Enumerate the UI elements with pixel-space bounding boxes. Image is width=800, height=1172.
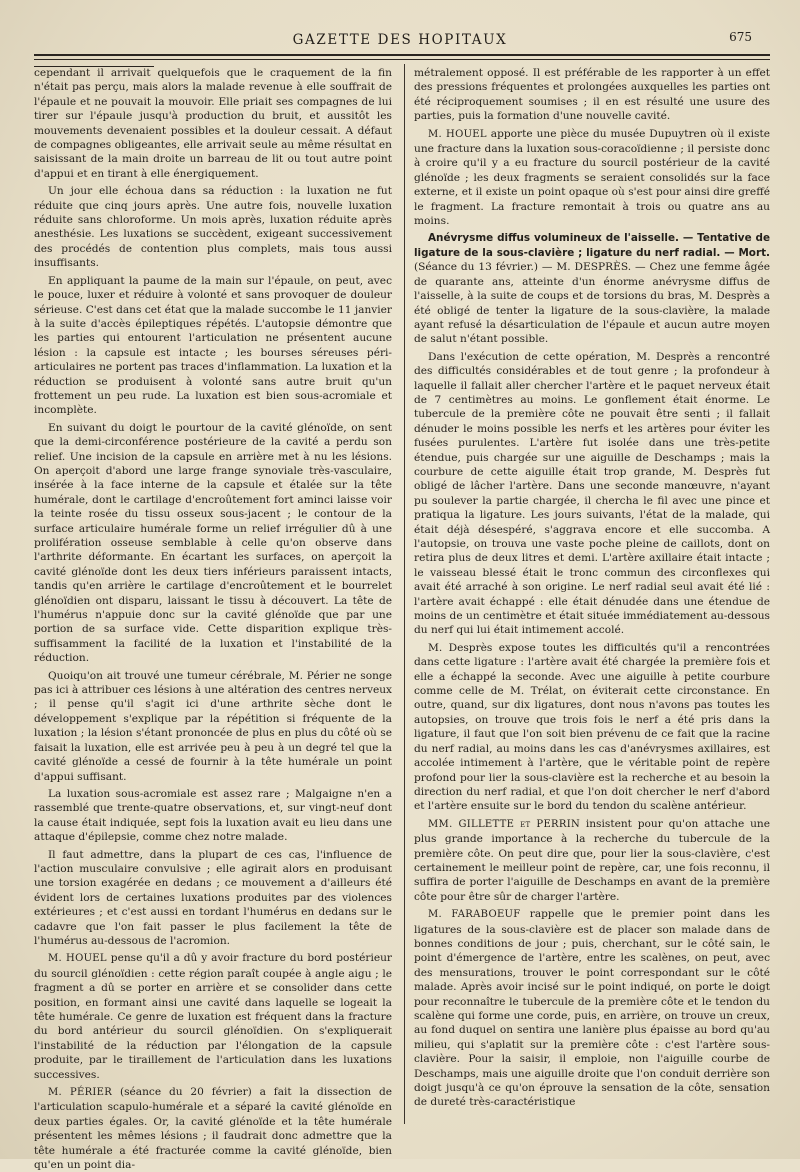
paragraph: M. PÉRIER (séance du 20 février) a fait la dissection de l'articulation scapulo-humérale et a séparé la cavité glénoïde en deux parties égales. Or, la cavité glénoïde et la tête humérale présentent les mêmes lésions ; il faudrait donc admettre que la tête humérale a été fracturée comme la cavité glénoïde, bien qu'en un point dia- <box>34 1086 393 1172</box>
paragraph: M. HOUEL apporte une pièce du musée Dupuytren où il existe une fracture dans la luxation sous-coracoïdienne ; il persiste donc à croire qu'il y a eu fracture du sourcil postérieur de la cavité glénoïde ; les deux fragments se seraient consolidés sur la face externe, et il existe un point opaque où s'est pour ainsi dire greffé le fragment. La fracture remontait à trois ou quatre ans au moins. <box>414 127 770 228</box>
paragraph: Il faut admettre, dans la plupart de ces cas, l'influence de l'action musculaire convulsive ; elle agirait alors en produisant une torsion exagérée en dedans ; ce mouvement a d'ailleurs été évident lors de certaines luxations produites par des violences extérieures ; et c'est aussi en tordant l'humérus en dedans sur le cadavre que l'on fait passer le plus facilement la tête de l'humérus au-dessous de l'acromion. <box>34 848 392 947</box>
journal-title: GAZETTE DES HOPITAUX <box>292 32 508 48</box>
page-number: 675 <box>729 30 752 44</box>
speaker-name: M. HOUEL <box>428 128 487 140</box>
speaker-name: M. FARABOEUF <box>428 909 521 921</box>
paragraph: Dans l'exécution de cette opération, M. Desprès a rencontré des difficultés considérables et de tout genre ; la profondeur à laquelle il fallait aller chercher l'artère et le paquet nerveux était de 7 centimètres au moins. Le gonflement était énorme. Le tubercule de la première côte ne pouvait être senti ; il fallait dénuder le moins possible les nerfs et les artères pour éviter les fusées purulentes. L'artère fut isolée dans une très-petite étendue, puis chargée sur une aiguille de Deschamps ; mais la courbure de cette aiguille était trop grande, M. Desprès fut obligé de lâcher l'artère. Dans une seconde manœuvre, n'ayant pu soulever la partie chargée, il chercha le fil avec une pince et pratiqua la ligature. Les jours suivants, l'état de la malade, qui était déjà désespéré, s'aggrava encore et elle succomba. A l'autopsie, on trouva une vaste poche pleine de caillots, dont on retira plus de deux litres et demi. L'artère axillaire était intacte ; le vaisseau blessé était le tronc commun des circonflexes qui avait été arraché à son origine. Le nerf radial seul avait été lié : l'artère avait échappé : elle était dénudée dans une étendue de moins de un centimètre et était située immédiatement au-dessous du nerf qui lui était intimement accolé. <box>414 350 770 637</box>
paragraph: M. FARABOEUF rappelle que le premier point dans les ligatures de la sous-clavière est de placer son malade dans de bonnes conditions de jour ; puis, cherchant, sur le côté sain, le point d'émergence de l'artère, entre les scalènes, on peut, avec des mensurations, trouver le point correspondant sur le côté malade. Après avoir incisé sur le point indiqué, on porte le doigt pour reconnaître le tubercule de la première côte et le tendon du scalène qui forme une corde, puis, en arrière, on trouve un creux, au fond duquel on sentira une lanière plus épaisse au bord qu'au milieu, qui s'aplatit sur la première côte : c'est l'artère sous-clavière. Pour la saisir, il emploie, non l'aiguille courbe de Deschamps, mais une aiguille droite que l'on conduit derrière son doigt jusqu'à ce qu'on éprouve la sensation de la côte, sensation de dureté très-caractéristique <box>414 908 770 1109</box>
header-rule-thin <box>34 59 770 60</box>
paragraph: En suivant du doigt le pourtour de la cavité glénoïde, on sent que la demi-circonférence postérieure de la cavité a perdu son relief. Une incision de la capsule en arrière met à nu les lésions. On aperçoit d'abord une large frange synoviale très-vasculaire, insérée à la face interne de la capsule et étalée sur la tête humérale, dont le cartilage d'encroûtement fort aminci laisse voir la teinte rosée du tissu osseux sous-jacent ; le contour de la surface articulaire humérale forme un relief irrégulier dû à une prolifération osseuse semblable à celle qu'on observe dans l'arthrite déformante. En écartant les surfaces, on aperçoit la cavité glénoïde dont les deux tiers inférieurs paraissent intacts, tandis qu'en arrière le cartilage d'encroûtement et le bourrelet glénoïdien ont disparu, laissant le tissu à découvert. La tête de l'humérus n'appuie donc sur la cavité glénoïde que par une portion de sa surface vide. Cette disparition explique très-suffisamment la facilité de la luxation et l'instabilité de la réduction. <box>34 421 392 665</box>
left-column <box>34 66 393 1172</box>
paragraph: Quoiqu'on ait trouvé une tumeur cérébrale, M. Périer ne songe pas ici à attribuer ces lésions à une altération des centres nerveux ; il pense qu'il s'agit ici d'une arthrite sèche dont le développement s'explique par la répétition si fréquente de la luxation ; la lésion s'étant prononcée de plus en plus du côté où se faisait la luxation, elle est arrivée peu à peu à un degré tel que la cavité glénoïde a cessé de fournir à la tête humérale un point d'appui suffisant. <box>34 669 393 783</box>
paragraph: cependant il arrivait quelquefois que le craquement de la fin n'était pas perçu, mais alors la malade revenue à elle souffrait de l'épaule et ne pouvait la mouvoir. Elle priait ses compagnes de lui tirer sur l'épaule jusqu'à production du bruit, et aussitôt les mouvements devenaient possibles et la douleur cessait. A défaut de compagnes obligeantes, elle arrivait seule au même résultat en saisissant de la main droite un barreau de lit ou tout autre point d'appui et en tirant à elle énergiquement. <box>34 67 392 180</box>
paragraph: M. Desprès expose toutes les difficultés qu'il a rencontrées dans cette ligature : l'artère avait été chargée la première fois et elle a échappé la seconde. Avec une aiguille à petite courbure comme celle de M. Trélat, on éviterait cette circonstance. En outre, quand, sur dix ligatures, dont nous n'avons pas toutes les autopsies, on trouve que trois fois le nerf a été pris dans la ligature, il faut que l'on soit bien prévenu de ce fait que la racine du nerf radial, au moins dans les cas d'anévrysmes axillaires, est accolée intimement à l'artère, que le véritable point de repère profond pour lier la sous-clavière est la recherche et au besoin la direction du nerf radial, et que l'on doit chercher le nerf d'abord et l'artère ensuite sur le bord du tendon du scalène antérieur. <box>414 641 770 813</box>
paragraph: En appliquant la paume de la main sur l'épaule, on peut, avec le pouce, luxer et réduire à volonté et sans provoquer de douleur sérieuse. C'est dans cet état que la malade succombe le 11 janvier à la suite d'accès épileptiques répétés. L'autopsie démontre que les parties qui entourent l'articulation ne présentent aucune lésion : la capsule est intacte ; les bourses séreuses péri-articulaires ne portent pas traces d'inflammation. La luxation et la réduction se produisent à volonté sans autre bruit qu'un frottement un peu rude. La luxation est bien sous-acromiale et incomplète. <box>34 274 392 417</box>
paragraph: M. HOUEL pense qu'il a dû y avoir fracture du bord postérieur du sourcil glénoïdien : cette région paraît coupée à angle aigu ; le fragment a dû se porter en arrière et se consolider dans cette position, en formant ainsi une cavité dans laquelle se logeait la tête humérale. Ce genre de luxation est fréquent dans la fracture du bord antérieur du sourcil glénoïdien. On s'expliquerait l'instabilité de la réduction par l'élongation de la capsule produite, par le tiraillement de l'articulation dans les luxations successives. <box>34 952 392 1081</box>
paragraph: MM. GILLETTE et PERRIN insistent pour qu'on attache une plus grande importance à la recherche du tubercule de la première côte. On peut dire que, pour lier la sous-clavière, c'est certainement le meilleur point de repère, car, une fois reconnu, il suffira de porter l'aiguille de Deschamps en avant de la première côte pour être sûr de charger l'artère. <box>414 817 770 903</box>
paragraph: Un jour elle échoua dans sa réduction : la luxation ne fut réduite que cinq jours après. Une autre fois, nouvelle luxation réduite sans chloroforme. Un mois après, luxation réduite après anesthésie. Les luxations se succèdent, exigeant successivement des procédés de contention plus complets, mais tous aussi insuffisants. <box>34 185 392 270</box>
speaker-name: M. PÉRIER <box>48 1087 113 1099</box>
header-rule-thick <box>34 54 770 56</box>
column-divider <box>404 64 405 1124</box>
page-header <box>0 30 800 54</box>
speaker-name: MM. GILLETTE et PERRIN <box>428 818 581 830</box>
paragraph: La luxation sous-acromiale est assez rare ; Malgaigne n'en a rassemblé que trente-quatre observations, et, sur vingt-neuf dont la cause était indiquée, sept fois la luxation avait eu lieu dans une attaque d'épilepsie, comme chez notre malade. <box>34 787 392 844</box>
paragraph: métralement opposé. Il est préférable de les rapporter à un effet des pressions fréquentes et prolongées auxquelles les parties ont été réciproquement soumises ; il en est résulté une usure des parties, puis la formation d'une nouvelle cavité. <box>414 67 770 123</box>
paragraph: Anévrysme diffus volumineux de l'aisselle. — Tentative de ligature de la sous-clavière ; ligature du nerf radial. — Mort. (Séance du 13 février.) — M. DESPRÈS. — Chez une femme âgée de quarante ans, atteinte d'un énorme anévrysme diffus de l'aisselle, à la suite de coups et de torsions du bras, M. Desprès a été obligé de tenter la ligature de la sous-clavière, la malade ayant refusé la désarticulation de l'épaule et aucun autre moyen de salut n'étant possible. <box>414 232 770 346</box>
speaker-name: M. HOUEL <box>48 953 107 965</box>
right-column <box>414 66 770 1126</box>
section-heading: Anévrysme diffus volumineux de l'aisselle. — Tentative de ligature de la sous-clavière ; ligature du nerf radial. — Mort. <box>414 232 770 259</box>
